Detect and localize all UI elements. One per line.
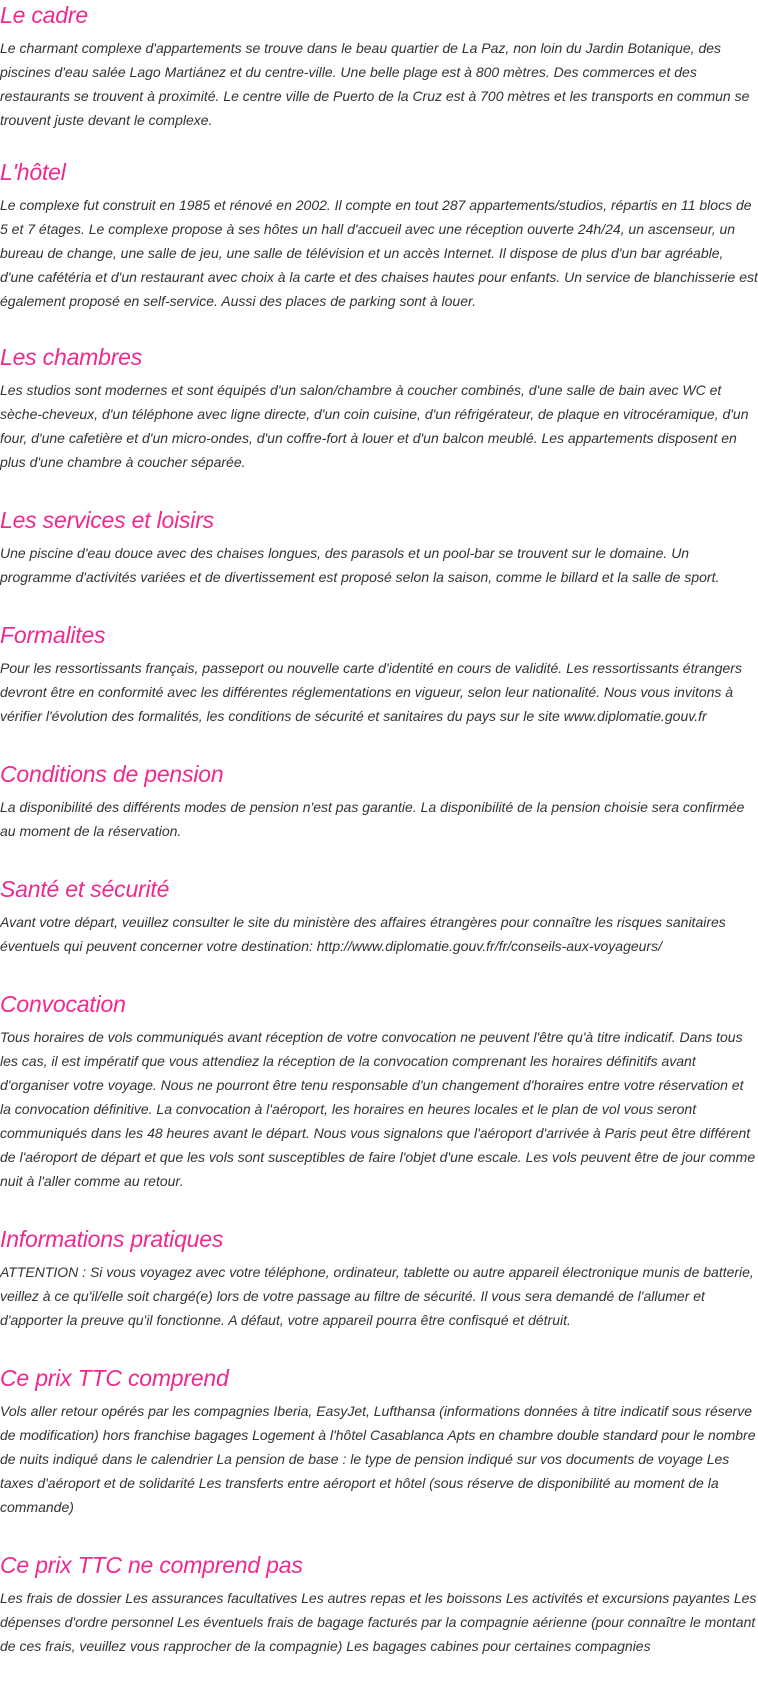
section-formalites <box>0 620 758 728</box>
section-convocation <box>0 989 758 1193</box>
section-services-loisirs <box>0 505 758 589</box>
section-title: Les services et loisirs <box>0 507 214 533</box>
section-sante-securite <box>0 874 758 958</box>
section-prix-comprend <box>0 1363 758 1519</box>
section-conditions-pension <box>0 759 758 843</box>
section-text: Une piscine d'eau douce avec des chaises longues, des parasols et un pool-bar se trouvent sur le domaine. Un programme d'activités variées et de divertissement est proposé selon la saison, comme le billard et la salle de sport. <box>0 545 720 585</box>
section-title: Santé et sécurité <box>0 876 170 902</box>
section-title: Conditions de pension <box>0 761 224 787</box>
section-chambres <box>0 342 758 474</box>
section-title: Convocation <box>0 991 126 1017</box>
section-title: Ce prix TTC ne comprend pas <box>0 1552 303 1578</box>
section-title: L'hôtel <box>0 159 66 185</box>
section-text: Pour les ressortissants français, passeport ou nouvelle carte d'identité en cours de validité. Les ressortissants étrangers devront être en conformité avec les différentes réglementations en vigueur, selon leur nationalité. Nous vous invitons à vérifier l'évolution des formalités, les conditions de sécurité et sanitaires du pays sur le site www.diplomatie.gouv.fr <box>0 660 742 724</box>
section-text: ATTENTION : Si vous voyagez avec votre téléphone, ordinateur, tablette ou autre appareil électronique munis de batterie, veillez à ce qu'il/elle soit chargé(e) lors de votre passage au filtre de sécurité. Il vous sera demandé de l'allumer et d'apporter la preuve qu'il fonctionne. A défaut, votre appareil pourra être confisqué et détruit. <box>0 1264 754 1328</box>
section-hotel <box>0 157 758 313</box>
section-le-cadre <box>0 0 758 132</box>
section-title: Le cadre <box>0 2 88 28</box>
section-text: Avant votre départ, veuillez consulter le site du ministère des affaires étrangères pour connaître les risques sanitaires éventuels qui peuvent concerner votre destination: http://www.diplomatie.gouv.fr/fr/conseils-aux-voyageurs/ <box>0 914 726 954</box>
section-title: Ce prix TTC comprend <box>0 1365 229 1391</box>
section-text: Les studios sont modernes et sont équipés d'un salon/chambre à coucher combinés, d'une salle de bain avec WC et sèche-cheveux, d'un téléphone avec ligne directe, d'un coin cuisine, d'un réfrigérateur, de plaque en vitrocéramique, d'un four, d'une cafetière et d'un micro-ondes, d'un coffre-fort à louer et d'un balcon meublé. Les appartements disposent en plus d'une chambre à coucher séparée. <box>0 382 749 470</box>
section-text: Les frais de dossier Les assurances facultatives Les autres repas et les boissons Les activités et excursions payantes Les dépenses d'ordre personnel Les éventuels frais de bagage facturés par la compagnie aérienne (pour connaître le montant de ces frais, veuillez vous rapprocher de la compagnie) Les bagages cabines pour certaines compagnies <box>0 1590 757 1654</box>
section-prix-ne-comprend-pas <box>0 1550 758 1658</box>
section-text: Vols aller retour opérés par les compagnies Iberia, EasyJet, Lufthansa (informations données à titre indicatif sous réserve de modification) hors franchise bagages Logement à l'hôtel Casablanca Apts en chambre double standard pour le nombre de nuits indiqué dans le calendrier La pension de base : le type de pension indiqué sur vos documents de voyage Les taxes d'aéroport et de solidarité Les transferts entre aéroport et hôtel (sous réserve de disponibilité au moment de la commande) <box>0 1403 756 1515</box>
section-title: Informations pratiques <box>0 1226 224 1252</box>
section-title: Les chambres <box>0 344 143 370</box>
section-title: Formalites <box>0 622 106 648</box>
section-informations-pratiques <box>0 1224 758 1332</box>
section-text: La disponibilité des différents modes de pension n'est pas garantie. La disponibilité de la pension choisie sera confirmée au moment de la réservation. <box>0 799 745 839</box>
section-text: Le charmant complexe d'appartements se trouve dans le beau quartier de La Paz, non loin du Jardin Botanique, des piscines d'eau salée Lago Martiánez et du centre-ville. Une belle plage est à 800 mètres. Des commerces et des restaurants se trouvent à proximité. Le centre ville de Puerto de la Cruz est à 700 mètres et les transports en commun se trouvent juste devant le complexe. <box>0 40 750 128</box>
section-text: Le complexe fut construit en 1985 et rénové en 2002. Il compte en tout 287 appartements/studios, répartis en 11 blocs de 5 et 7 étages. Le complexe propose à ses hôtes un hall d'accueil avec une réception ouverte 24h/24, un ascenseur, un bureau de change, une salle de jeu, une salle de télévision et un accès Internet. Il dispose de plus d'un bar agréable, d'une cafétéria et d'un restaurant avec choix à la carte et des chaises hautes pour enfants. Un service de blanchisserie est également proposé en self-service. Aussi des places de parking sont à louer. <box>0 197 758 309</box>
section-text: Tous horaires de vols communiqués avant réception de votre convocation ne peuvent l'être qu'à titre indicatif. Dans tous les cas, il est impératif que vous attendiez la réception de la convocation comprenant les horaires définitifs avant d'organiser votre voyage. Nous ne pourront être tenu responsable d'un changement d'horaires entre votre réservation et la convocation définitive. La convocation à l'aéroport, les horaires en heures locales et le plan de vol vous seront communiqués dans les 48 heures avant le départ. Nous vous signalons que l'aéroport d'arrivée à Paris peut être différent de l'aéroport de départ et que les vols sont susceptibles de faire l'objet d'une escale. Les vols peuvent être de jour comme nuit à l'aller comme au retour. <box>0 1029 756 1189</box>
